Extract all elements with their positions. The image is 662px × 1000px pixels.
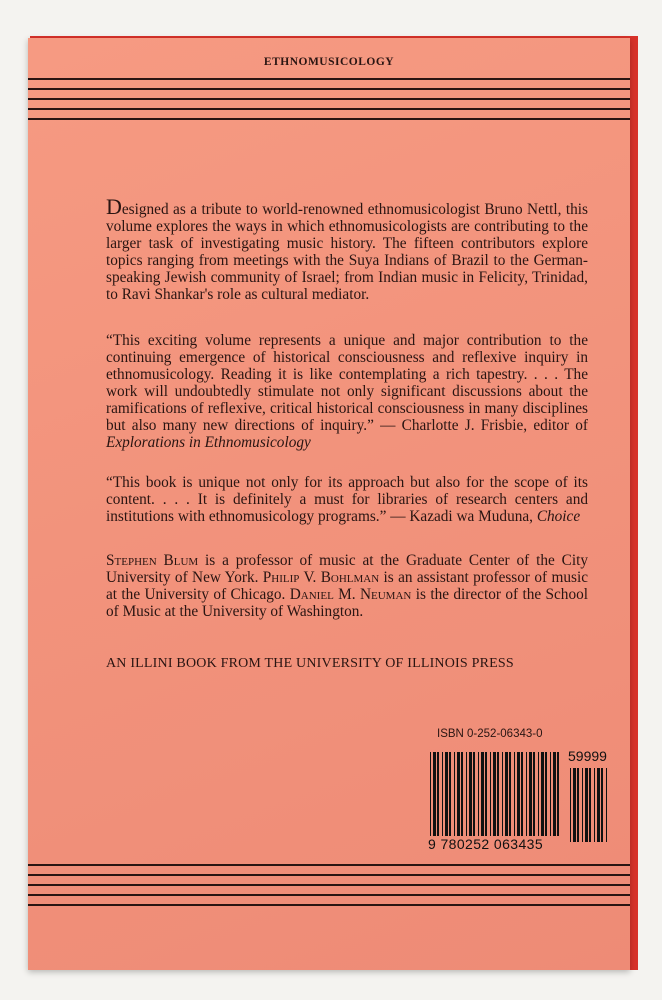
barcode-bar <box>582 768 583 842</box>
barcode-bar <box>493 752 496 836</box>
barcode-bar <box>437 752 439 836</box>
barcode-bar <box>514 752 515 836</box>
barcode-bar <box>585 768 588 842</box>
barcode-bar <box>509 752 511 836</box>
quote-text: “This exciting volume represents a unique and major contribution to the continuing emergence of historical consciousness and reflexive inquiry in ethnomusicology. Reading it is like contemplating a rich tapestry. . . . The work will undoubtedly stimulate not only significant discussions about the ramifications of reflexive, critical historical consciousness in many disciplines but also many new directions of inquiry.” — Charlotte J. Frisbie, editor of <box>106 332 588 434</box>
barcode-bar <box>430 752 431 836</box>
barcode-bar <box>550 752 551 836</box>
barcode-bar <box>433 752 436 836</box>
barcode-bar <box>601 768 603 842</box>
isbn-label: ISBN 0-252-06343-0 <box>437 728 543 740</box>
barcode-bar <box>541 752 544 836</box>
barcode-bar <box>573 768 576 842</box>
barcode-bar <box>502 752 503 836</box>
barcode-bar <box>553 752 556 836</box>
drop-cap: D <box>106 194 122 219</box>
barcode-bar <box>442 752 443 836</box>
subject-category: ETHNOMUSICOLOGY <box>263 56 395 68</box>
barcode-bar <box>570 768 571 842</box>
author-name: Daniel M. Neuman <box>289 586 412 603</box>
barcode-bar <box>517 752 520 836</box>
barcode-bar <box>490 752 491 836</box>
barcode-bar <box>461 752 463 836</box>
barcode-bar <box>545 752 547 836</box>
quote-source: Explorations in Ethnomusicology <box>106 434 311 451</box>
barcode-bar <box>557 752 559 836</box>
author-name: Philip V. Bohlman <box>262 569 380 586</box>
author-name: Stephen Blum <box>106 552 199 569</box>
barcode-bar <box>454 752 455 836</box>
barcode-bar <box>526 752 527 836</box>
barcode-bar <box>597 768 600 842</box>
barcode-bar <box>594 768 595 842</box>
barcode-bar <box>469 752 472 836</box>
description-block <box>106 194 588 303</box>
quote-source: Choice <box>536 508 581 525</box>
price-code: 59999 <box>568 748 607 764</box>
quote-text: “This book is unique not only for its approach but also for the scope of its content. . . . It is definitely a must for libraries of research centers and institutions with ethnomusicology programs.” — Kazadi wa Muduna, <box>106 474 588 525</box>
barcode-bar <box>466 752 467 836</box>
barcode-bar <box>457 752 460 836</box>
barcode-bar <box>497 752 499 836</box>
barcode-bar <box>589 768 591 842</box>
book-back-cover <box>28 38 630 970</box>
barcode-bar <box>505 752 508 836</box>
barcode-bar <box>577 768 579 842</box>
top-staff-lines <box>28 78 630 128</box>
barcode-bar <box>521 752 523 836</box>
review-quote-2 <box>106 474 588 525</box>
ean-number: 9 780252 063435 <box>428 836 543 852</box>
barcode-bar <box>538 752 539 836</box>
barcode-bar <box>478 752 479 836</box>
barcode-bar <box>481 752 484 836</box>
barcode-block <box>428 748 608 858</box>
barcode-bar <box>473 752 475 836</box>
barcode-bar <box>533 752 535 836</box>
review-quote-1 <box>106 332 588 451</box>
bottom-staff-lines <box>28 864 630 914</box>
barcode-bar <box>445 752 448 836</box>
publisher-line: AN ILLINI BOOK FROM THE UNIVERSITY OF ILLINOIS PRESS <box>106 656 514 671</box>
barcode-bar <box>449 752 451 836</box>
barcode-bar <box>606 768 607 842</box>
description-paragraph: Designed as a tribute to world-renowned ethnomusicologist Bruno Nettl, this volume explores the ways in which ethnomusicologists are contributing to the larger task of investigating music history. The fifteen contributors explore topics ranging from meetings with the Suya Indians of Brazil to the German-speaking Jewish community of Israel; from Indian music in Felicity, Trinidad, to Ravi Shankar's role as cultural mediator. <box>106 194 588 303</box>
barcode-bar <box>485 752 487 836</box>
barcode-bar <box>529 752 532 836</box>
author-bios: Stephen Blum is a professor of music at the Graduate Center of the City University of New York. Philip V. Bohlman is an assistant professor of music at the University of Chicago. Daniel M. Neuman is the director of the School of Music at the University of Washington. <box>106 552 588 620</box>
